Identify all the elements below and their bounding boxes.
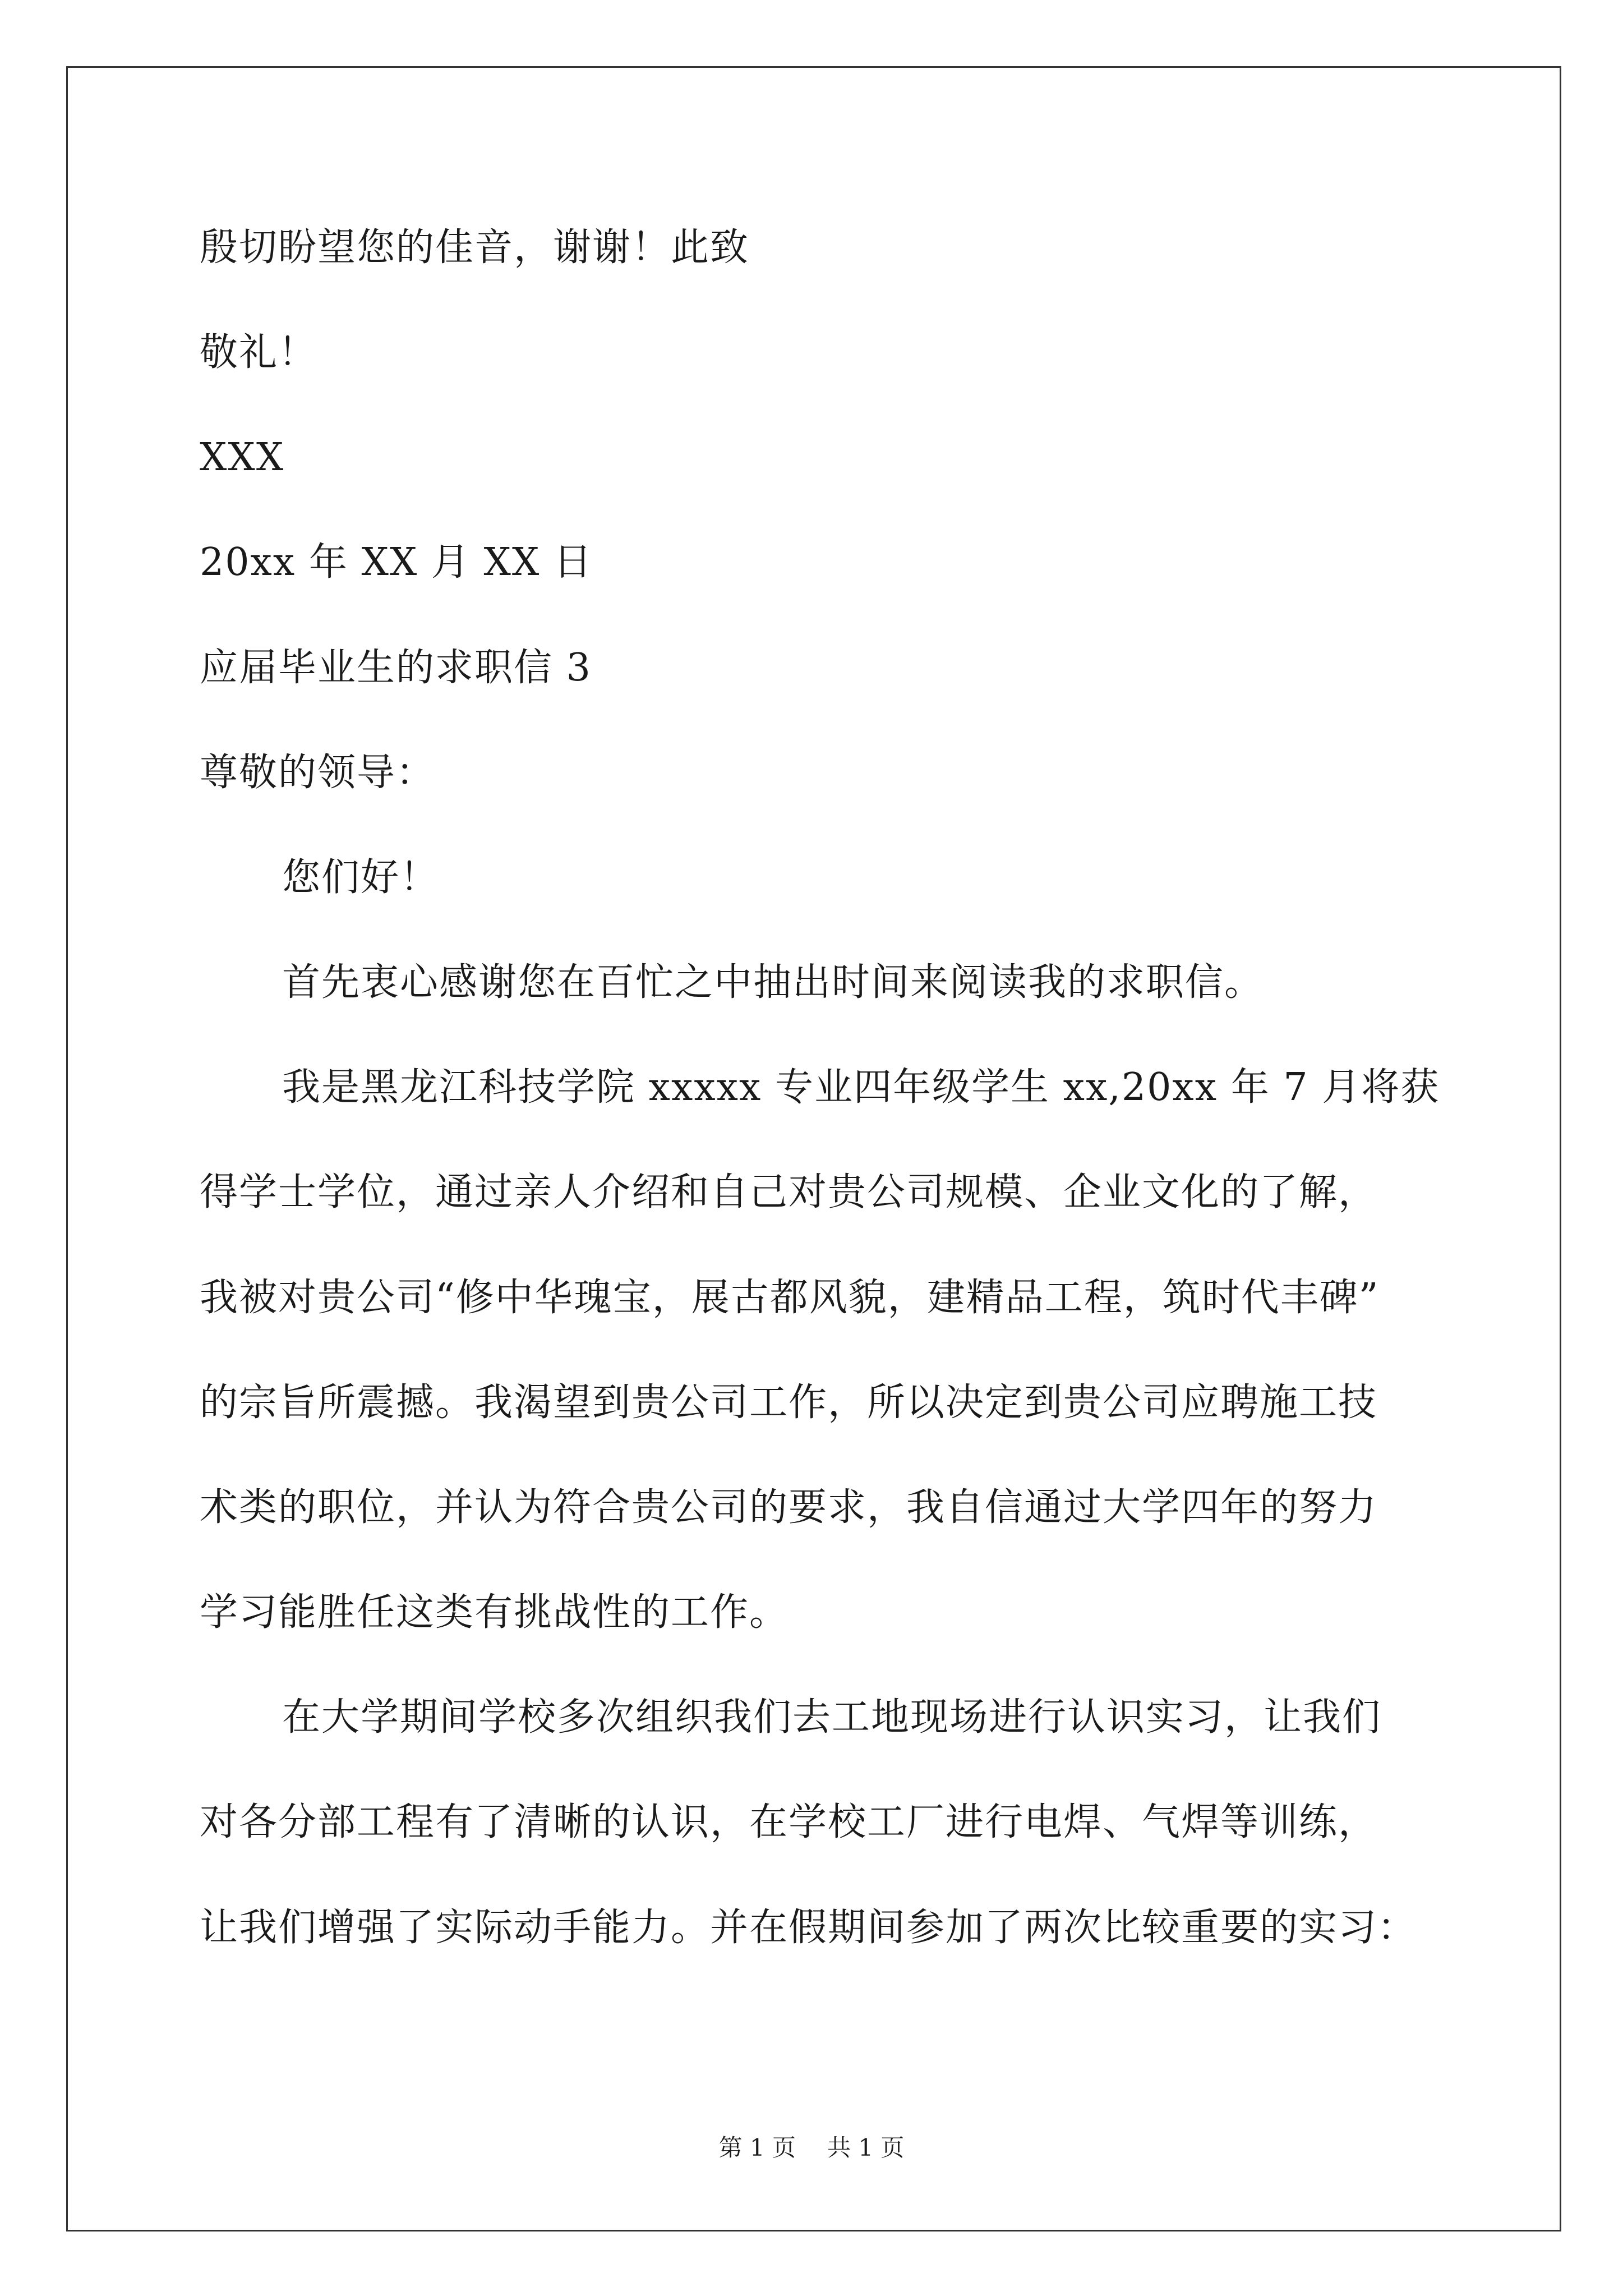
paragraph-line: 的宗旨所震撼。我渴望到贵公司工作，所以决定到贵公司应聘施工技 [200,1381,1378,1425]
section-title: 应届毕业生的求职信 3 [200,646,592,690]
paragraph-line: 学习能胜任这类有挑战性的工作。 [200,1590,789,1635]
salutation-line: 敬礼！ [200,330,318,375]
paragraph-line: 得学士学位，通过亲人介绍和自己对贵公司规模、企业文化的了解， [200,1170,1378,1214]
page-footer [0,2136,1623,2160]
opening-line: 您们好！ [282,855,440,900]
greeting-line: 尊敬的领导： [200,751,436,795]
paragraph-line: 首先衷心感谢您在百忙之中抽出时间来阅读我的求职信。 [282,960,1264,1005]
signature-line: XXX [200,435,285,480]
paragraph-line: 术类的职位，并认为符合贵公司的要求，我自信通过大学四年的努力 [200,1485,1378,1530]
page-number-total: 共 1 页 [827,2134,905,2161]
paragraph-line: 在大学期间学校多次组织我们去工地现场进行认识实习，让我们 [282,1695,1382,1740]
paragraph-line: 我是黑龙江科技学院 xxxxx 专业四年级学生 xx,20xx 年 7 月将获 [282,1065,1440,1110]
paragraph-line: 对各分部工程有了清晰的认识，在学校工厂进行电焊、气焊等训练， [200,1800,1378,1844]
paragraph-line: 我被对贵公司“修中华瑰宝，展古都风貌，建精品工程，筑时代丰碑” [200,1276,1380,1320]
page-number-current: 第 1 页 [718,2134,796,2161]
date-line: 20xx 年 XX 月 XX 日 [200,540,593,585]
paragraph-line: 让我们增强了实际动手能力。并在假期间参加了两次比较重要的实习： [200,1906,1417,1950]
closing-line: 殷切盼望您的佳音，谢谢！此致 [200,226,750,270]
